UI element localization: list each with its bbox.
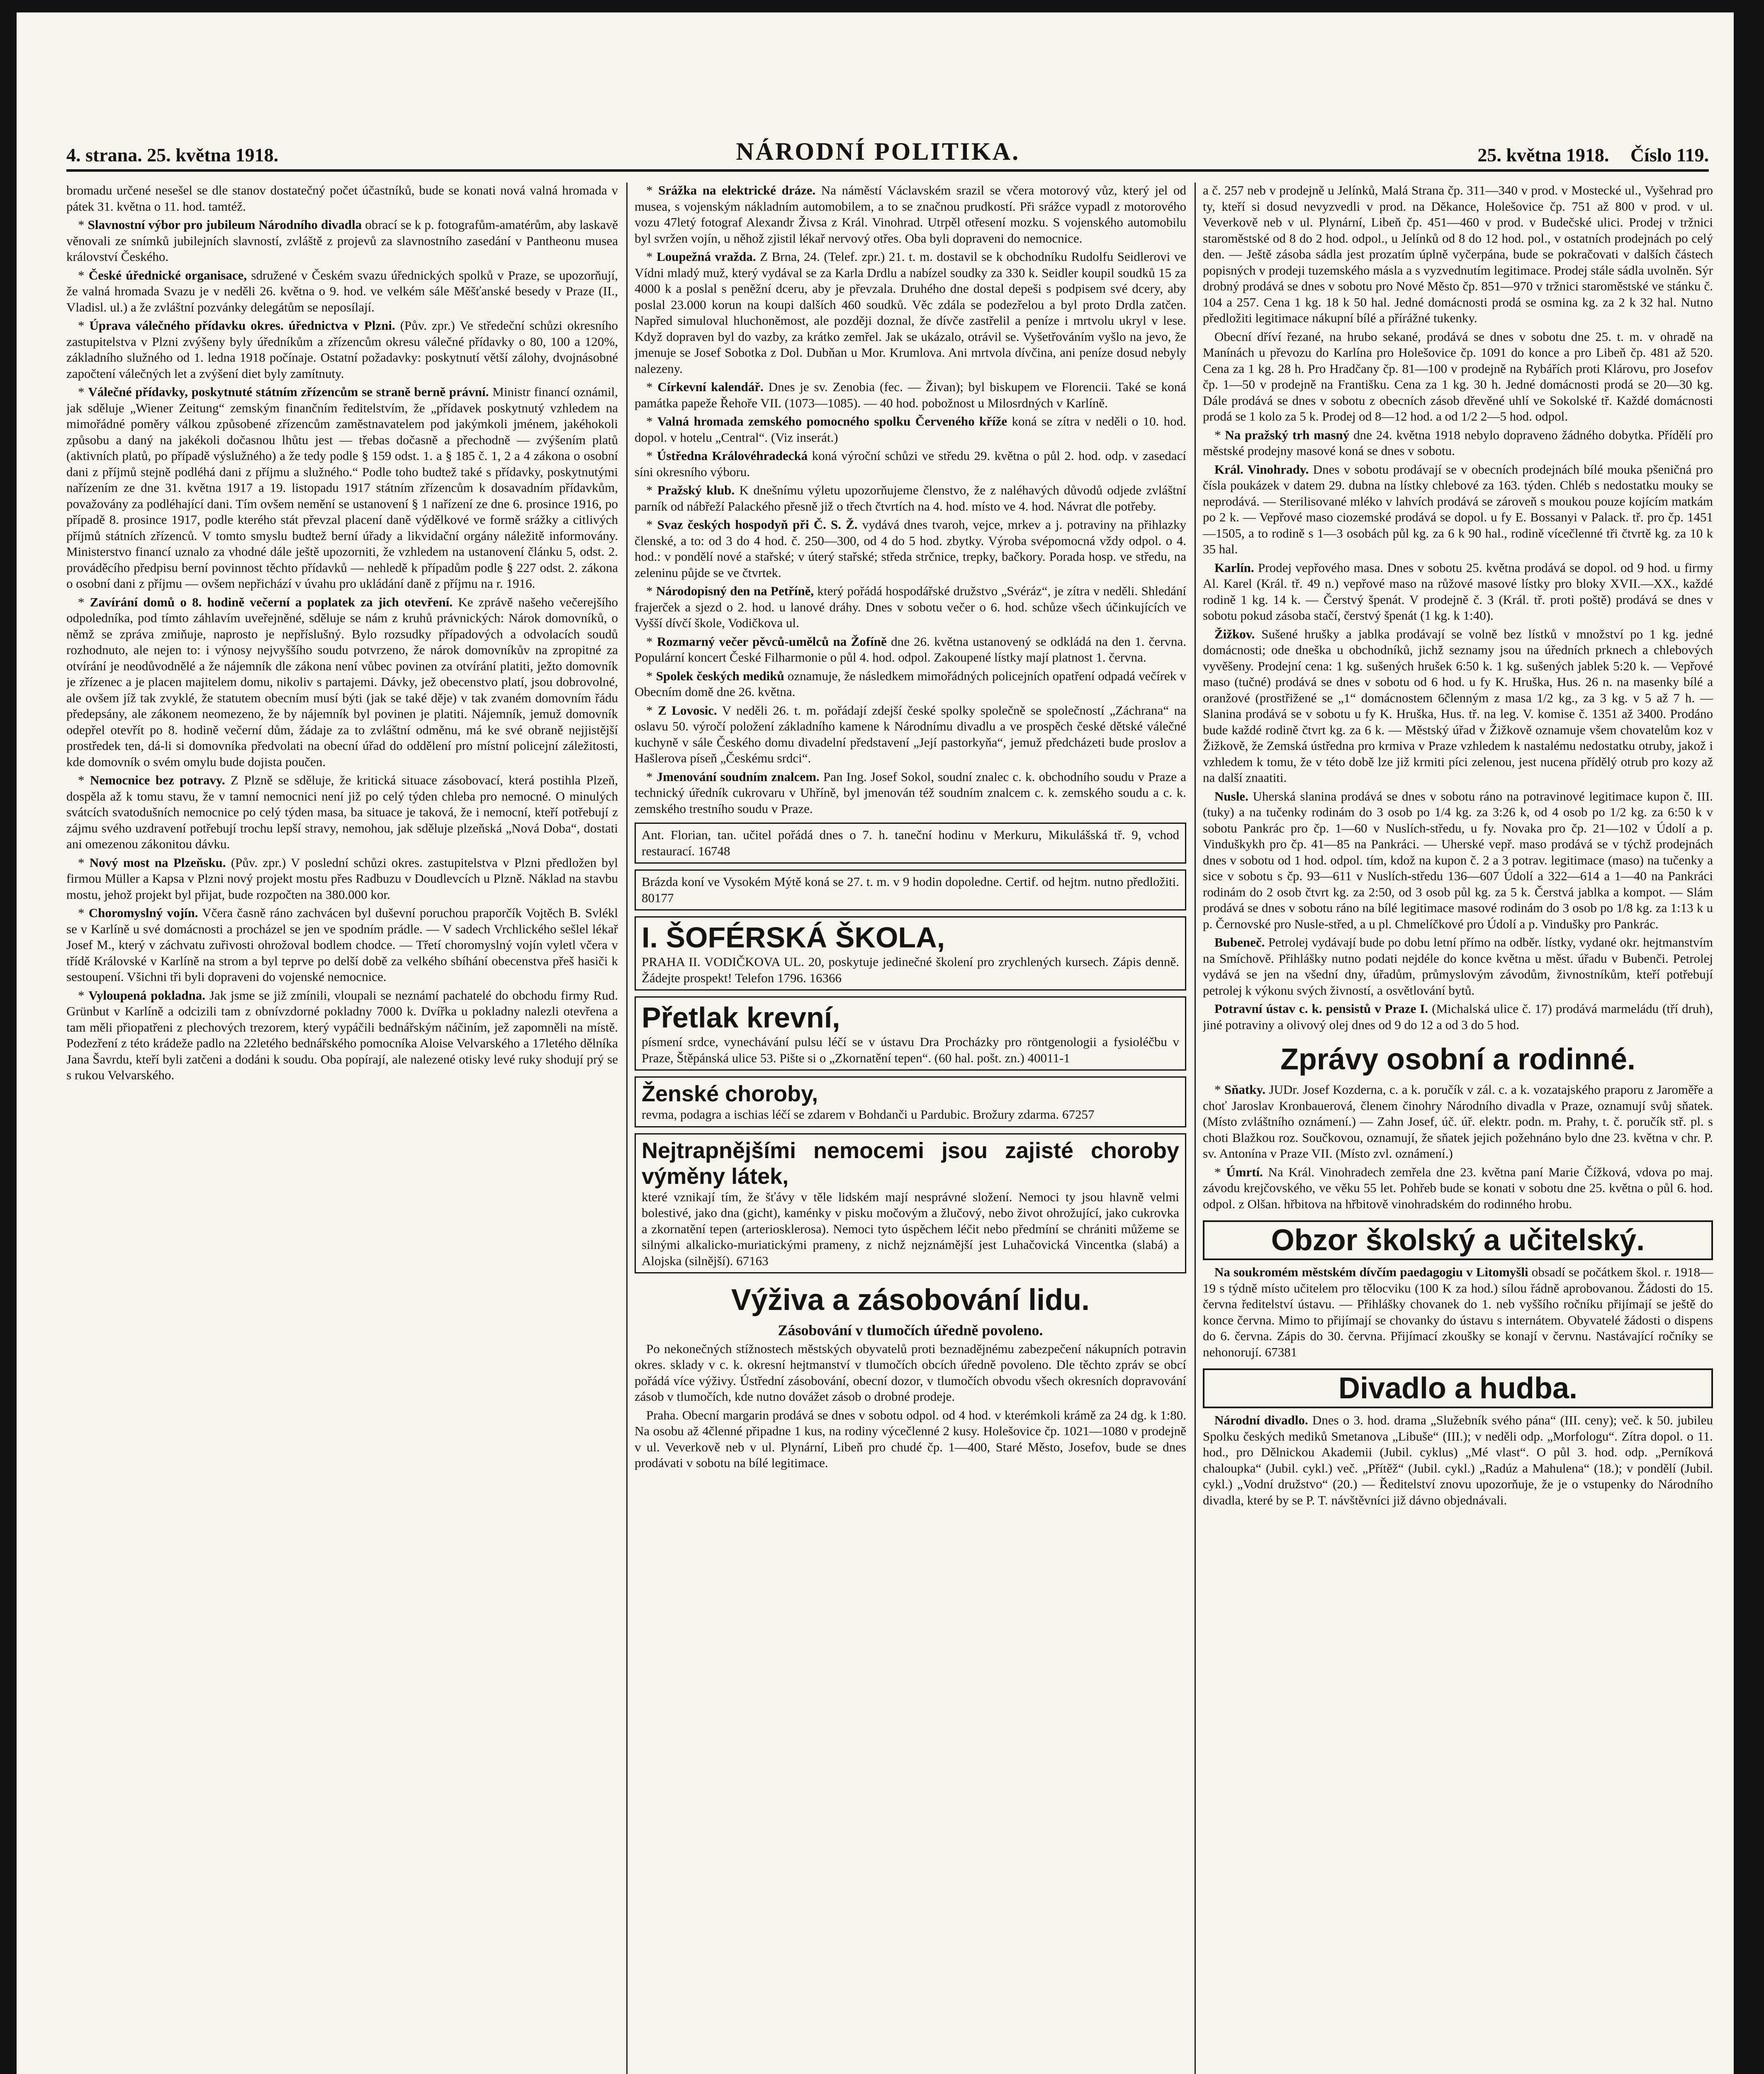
article-paragraph [1203,462,1713,557]
article-headline: Vyloupená pokladna. [88,988,206,1003]
article-body: Ke zprávě našeho večerejšího odpoledníka, pod tímto záhlavím uveřejněné, sděluje se nám z kruhů právnických: Nárok domovníků, o němž se zpráva zmiňuje, naprosto je nepříslušný. Bylo rozsudky případových a odvolacích soudů rozhodnuto, ale nejen to: i výnosy nejvyššího soudu potvrzeno, že nárok domovníkův na zpropitné za otvírání je neodůvodnělé a že nájemník dle zákona není vůbec povinen za otvírání platiti, ježto domovník je zřízenec a je placen majitelem domu, nikoliv s partajemi. Dávky, jež obecenstvo platí, jsou dobrovolné, ale ovšem jíž tak zvyklé, že statutem obecním musí býti (jak se také děje) v tak zvaném domovním řádu předepsány, ale zákonem neomezeno, že by nájemník byl povinen je platiti. Nájemník, jemuž domovník odepřel otevřít po 8. hodině večerní dům, žádaje za to zvláštní odměnu, má ke své obraně nejjistější prostředek ten, dá-li si domovníka předvolati na obecní úřad do oddělení pro místní policejní záležitosti, kde domovník o svém omylu bude dojista poučen. [66,594,618,769]
article-paragraph: a č. 257 neb v prodejně u Jelínků, Malá Strana čp. 311—340 v prod. v Mostecké ul., Vyšehrad pro ty, kteří si dosud nevyzvedli v prod. na Děkance, Holešovice čp. 751 až 800 v prod. v ul. Veverkově neb v ul. Plynární, Libeň čp. 451—460 v prod. v Budečské ulici. Prodej v tržnici staroměstské od 8 do 2 hod. odpol., u Jelínků od 8 do 12 hod. pol., v ostatních prodejnách po celý den. — Ještě zásoba sádla jest prozatím úplně vyčerpána, bude se pokračovati v dalších částech popisných v prodeji tuzemského másla a s vyzvednutím legitimace. Prodej stále sádla uvolněn. Sýr drobný prodává se dnes v sobotu pro Nové Město čp. 851—970 v tržnici staroměstské ve stánku č. 104 a 257. Cena 1 kg. 18 k 50 hal. Jedné domácnosti prodá se osmina kg. za 2 k 32 hal. Nutno předložiti legitimace nákupní bílé a přírážné tukenky. [1203,183,1713,325]
article-paragraph: * Na pražský trh masný dne 24. května 1918 nebylo dopraveno žádného dobytka. Přídělí pro městské prodejny masové koná se dnes v sobotu. [1203,427,1713,458]
article-paragraph [1203,935,1713,998]
article-body: Z Brna, 24. (Telef. zpr.) 21. t. m. dostavil se k obchodníku Rudolfu Seidlerovi ve Vídni mladý muž, který vydával se za Karla Drdlu a nabízel soudky za 330 k. Seidler koupil soudků 15 za 4000 k a poslal s peněžní dceru, aby je převzala. Druhého dne dostal depeši s podpisem své dcery, aby poslal 23.000 korun na koupi dalších 460 soudků. Věc zdála se podezřelou a byl proto Drdla zatčen. Napřed simuloval hluchoněmost, ale později doznal, že dívče zastřelil a peníze i mrtvolu ukryl v lese. Když dopraven byl do vazby, za krátko zemřel. Jak se ukázalo, otrávil se. Vyšetřováním vyšlo na jevo, že jmenuje se Josef Sobotka z Dol. Dubňan u Mor. Krumlova. Ani mrtvola dívčina, ani peníze dosud nebyly nalezeny. [635,249,1186,376]
column-1 [66,183,618,2074]
section-heading: Zprávy osobní a rodinné. [1280,1043,1636,1076]
masthead: NÁRODNÍ POLITIKA. [736,138,1020,165]
article-headline: Pražský klub. [657,483,735,497]
column-3 [1203,183,1713,2074]
article-headline: Ústředna Královéhradecká [657,448,808,463]
article-body: V neděli 26. t. m. pořádají zdejší české spolky společně se společností „Záchrana“ na oslavu 50. výročí položení základního kamene k Národnímu divadlu a ve prospěch české dětské válečné kuchyně v sále Českého domu divadelní představení „Její pastorkyňa“, jemuž předcházeti bude proslov a Hašlerova píseň „Českému srdci“. [635,703,1186,765]
article-paragraph: * Rozmarný večer pěvců-umělců na Žofíně dne 26. května ustanovený se odkládá na den 1. června. Populární koncert České Filharmonie o půl 4. hod. odpol. Zakoupené lístky mají platnost 1. června. [635,634,1186,665]
header-date: 25. května 1918. [1477,144,1609,166]
article-body: obrací se k p. fotografům-amatérům, aby laskavě věnovali ze snímků jubilejních slavností, zvláště z projevů za slavnostního zasedání v Pantheonu musea království Českého. [66,217,618,264]
section-heading: Obzor školský a učitelský. [1203,1220,1713,1260]
advertisement-blood-pressure [635,996,1186,1071]
article-headline: Nemocnice bez potravy. [90,773,225,787]
advertisement: Ant. Florian, tan. učitel pořádá dnes o 7. h. taneční hodinu v Merkuru, Mikulášská tř. 9, vchod restaurací. 16748 [635,823,1186,864]
article-body: K dnešnímu výletu upozorňujeme členstvo, že z naléhavých důvodů odjede zvláštní parník od nábřeží Palackého přesně již o třech čtvrtích na 4. hod. místo ve 4. hod. Návrat dle potřeby. [635,483,1186,514]
section-heading: Divadlo a hudba. [1203,1368,1713,1408]
article-paragraph: * České úřednické organisace, sdružené v Českém svazu úřednických spolků v Praze, se upozorňují, že valná hromada Svazu je v neděli 26. května o 9. hod. ve velkém sále Měšťanské besedy v Praze (II., Vladisl. ul.) a že zvláštní pozvánky delegátům se neposílají. [66,268,618,314]
article-headline: Úprava válečného přídavku okres. úřednictva v Plzni. [89,318,395,333]
article-body: dne 24. května 1918 nebylo dopraveno žádného dobytka. Přídělí pro městské prodejny masové koná se dnes v sobotu. [1203,427,1713,458]
article-body: JUDr. Josef Kozderna, c. a k. poručík v zál. c. a k. vozatajského praporu z Jaroměře a choť Jaroslav Kronbauerová, členem činohry Národního divadla v Praze, oznamují svůj sňatek. (Místo zvláštního oznámení.) — Zahn Josef, úč. úř. elektr. podn. m. Prahy, t. č. poručík stř. pl. s choti Blažkou roz. Součkovou, oznamují, že sňatek jejich požehnáno bylo dne 23. května v chr. P. sv. Antonína v Praze VII. (Místo zvl. oznámení.) [1203,1082,1713,1161]
article-headline: Loupežná vražda. [657,249,756,264]
article-body: Pan Ing. Josef Sokol, soudní znalec c. k. obchodního soudu v Praze a technický úředník cukrovaru v Uhříně, byl jmenován též soudním znalcem c. k. zemského soudu a c. k. zemského trestního soudu v Praze. [635,769,1186,816]
article-headline: Potravní ústav c. k. pensistů v Praze I. [1214,1001,1428,1016]
advertisement-metabolic-diseases [635,1133,1186,1274]
article-headline: Zavírání domů o 8. hodině večerní a poplatek za jich otevření. [90,594,453,609]
article-body: Ministr financí oznámil, jak sděluje „Wiener Zeitung“ zemským finančním ředitelstvím, že „přídavek poskytnutý vzhledem na mimořádné poměry válkou způsobené zřízencům zaměstnavatelem pod jakýmkoli jménem, jakéhokoli způsobu a daný na jakékoli dočasnou lhůtu jest — třebas dočasně a přechodně — zvýšením platů (aktivních platů, po případě výslužného) a že tedy podle § 159 odst. 1. a § 185 č. 1, 2 a 4 zákona o osobní dani z příjmů stejně podléhá dani z příjmu a služného.“ Podle toho budtež také s přídavky, poskytnutými nařízením ze dne 31. května 1917 a 19. listopadu 1917 státním zřízencům k dosavadním přídavkům, považovány za podléhající dani. Tím ovšem nemění se ustanovení § 1 nařízení ze dne 6. prosince 1916, po případě 8. prosince 1917, podle kterého stát převzal placení daně výdělkové ve formě srážky a citlivých příjmů státních zřízenců. V tomto smyslu budtež berní úřady a likvidační orgány náležitě informovány. Ministerstvo financí uznalo za vhodné dále ještě upozorniti, že vzhledem na ustanovení článku 5, odst. 2. prováděcího předpisu berní povinnost těchto přídavků — nehledě k případům podle § 227 odst. 2. zákona o osobní dani z příjmu — ovšem nepřichází v úvahu pro ukládání daně z příjmu na r. 1916. [66,385,618,591]
article-headline: Choromyslný vojín. [88,906,198,920]
article-body: (Pův. zpr.) Ve středeční schůzi okresního zastupitelstva v Plzni zvýšeny byly úředníkům a zřízencům okresu válečné přídavky o 80, 100 a 120%, základního služného od 1. ledna 1918 počínaje. Ostatní požadavky: poskytnutí větší zálohy, dvojnásobné započtení válečných let a zvýšení diet byly zamítnuty. [66,318,618,381]
article-paragraph [1203,1264,1713,1360]
article-headline: Jmenování soudním znalcem. [656,769,820,784]
article-headline: České úřednické organisace, [88,268,247,282]
header-issue: Číslo 119. [1630,144,1709,166]
article-headline: Na soukromém městském dívčím paedagogiu v Litomyšli [1214,1265,1528,1279]
article-headline: Nusle. [1214,789,1248,803]
article-paragraph [1203,1001,1713,1033]
article-body: Z Plzně se sděluje, že kritická situace zásobovací, která postihla Plzeň, dospěla až k tomu stavu, že v tamní nemocnici není již po celý týden chleba pro nemocné. O minulých svátcích svatodušních nemocnice po celý týden masa, ba situace je taková, že i nemocní, kteří potřebují z zájmu svého uzdravení potřebují trochu lepší stravy, nemohou, jak sděluje plzeňská „Nová Doba“, dostati ani omezenou zákonitou dávku. [66,773,618,851]
article-headline: Svaz českých hospodyň při Č. S. Ž. [657,517,858,532]
article-paragraph: * Válečné přídavky, poskytnuté státním zřízencům se straně berně právní. Ministr financí oznámil, jak sděluje „Wiener Zeitung“ zemským finančním ředitelstvím, že „přídavek poskytnutý vzhledem na mimořádné poměry válkou způsobené zřízencům zaměstnavatelem pod jakýmkoli jménem, jakéhokoli způsobu a daný na jakékoli dočasnou lhůtu jest — třebas dočasně a přechodně — zvýšením platů (aktivních platů, po případě výslužného) a že tedy podle § 159 odst. 1. a § 185 č. 1, 2 a 4 zákona o osobní dani z příjmů stejně podléhá dani z příjmu a služného.“ Podle toho budtež také s přídavky, poskytnutými nařízením ze dne 31. května 1917 a 19. listopadu 1917 státním zřízencům k dosavadním přídavkům, považovány za podléhající dani. Tím ovšem nemění se ustanovení § 1 nařízení ze dne 6. prosince 1916, po případě 8. prosince 1917, podle kterého stát převzal placení daně výdělkové ve formě srážky a citlivých příjmů státních zřízenců. V tomto smyslu budtež berní úřady a likvidační orgány náležitě informovány. Ministerstvo financí uznalo za vhodné dále ještě upozorniti, že vzhledem na ustanovení článku 5, odst. 2. prováděcího předpisu berní povinnost těchto přídavků — nehledě k případům podle § 227 odst. 2. zákona o osobní dani z příjmu — ovšem nepřichází v úvahu pro ukládání daně z příjmu na r. 1916. [66,385,618,591]
ad-title: I. ŠOFÉRSKÁ ŠKOLA, [642,921,945,954]
ad-title: Nejtrapnějšími nemocemi jsou zajisté choroby výměny látek, [642,1138,1179,1189]
article-body: Dnes v sobotu prodávají se v obecních prodejnách bílé mouka pšeničná pro čísla poukázek v datem 29. dubna na lístky chlebové za 163. týden. Chléb s nedostatku mouky se neprodává. — Sterilisované mléko v lahvích prodává se zároveň s moukou pouze kojícím matkám po 2 k. — Vepřové maso ciozemské prodává se dopol. u fy E. Bossanyi v Palack. tř. pro čp. 1451—1505, a to rodině s 1—3 osobách půl kg. za 6 k 90 hal., rodině vícečlenné tři čtvrtě kg. za 10 k 35 hal. [1203,462,1713,556]
article-headline: Král. Vinohrady. [1214,462,1309,477]
article-headline: Žižkov. [1214,626,1255,641]
article-body: dne 26. května ustanovený se odkládá na den 1. června. Populární koncert České Filharmonie o půl 4. hod. odpol. Zakoupené lístky mají platnost 1. června. [635,634,1186,665]
article-paragraph: * Srážka na elektrické dráze. Na náměstí Václavském srazil se včera motorový vůz, který jel od musea, s vojenským nákladním automobilem, a to se značnou prudkostí. Při srážce vypadl z motorového vozu 47letý fotograf Alexandr Živsa z Král. Vinohrad. Utrpěl otřesení mozku. S vojenského automobilu byl svržen vojín, u něhož zjistil lékař nervový otřes. Oba byli dopraveni do nemocnice. [635,183,1186,246]
article-headline: Sňatky. [1224,1082,1266,1097]
column-rule [626,183,628,2074]
article-body: vydává dnes tvaroh, vejce, mrkev a j. potraviny na přihlazky členské, a to: od 3 do 4 hod. č. 250—300, od 4 do 5 hod. zbytky. Výroba svépomocná vždy odpol. o 4. hod.: v pondělí nové a stařské; v úterý stařské; středa strčnice, trepky, bačkory. Porada hosp. ve středu, na zeleninu půjde se ve čtvrtek. [635,517,1186,580]
article-body: Na Král. Vinohradech zemřela dne 23. května paní Marie Čížková, vdova po maj. závodu krejčovského, ve věku 55 let. Pohřeb bude se konati v sobotu dne 25. května o půl 6. hod. odpol. z Olšan. hřbitova na hřbitově vinohradském do rodinného hrobu. [1203,1164,1713,1211]
article-headline: Válečné přídavky, poskytnuté státním zřízencům se straně berně právní. [88,385,489,399]
article-body: Petrolej vydávají bude po dobu letní přímo na odběr. lístky, vydané okr. hejtmanstvím na Smíchově. Přihlášky nutno podati nejdéle do konce května u měst. úřadu v Bubenči. Petrolej vydává se jen na všední dny, úřadům, průmyslovým závodům, živnostníkům, kteří potřebují petrolej k výkonu svých živností, a osvětlování bytů. [1203,935,1713,998]
article-body: Včera časně ráno zachvácen byl duševní poruchou praporčík Vojtěch B. Svlékl se v Karlíně u své domácnosti a procházel se jen ve spodním prádle. — V sadech Vrchlického sešlel lékař Josef M., který v záchvatu zuřivosti ohrožoval bodlem chodce. — Třetí choromyslný vojín vyletl včera v třídě Královské v Karlíně na strom a byl teprve po delší době za velkého sbíhání obecenstva přeš hasiči k sestoupení. Všichni tři byli dopraveni do vojenské nemocnice. [66,906,618,984]
article-paragraph: * Zavírání domů o 8. hodině večerní a poplatek za jich otevření. Ke zprávě našeho večerejšího odpoledníka, pod tímto záhlavím uveřejněné, sděluje se nám z kruhů právnických: Nárok domovníků, o němž se zpráva zmiňuje, naprosto je nepříslušný. Bylo rozsudky případových a odvolacích soudů rozhodnuto, ale nejen to: i výnosy nejvyššího soudu potvrzeno, že nárok domovníkův na zpropitné za otvírání je neodůvodnělé a že nájemník dle zákona není vůbec povinen za otvírání platiti, ježto domovník je zřízenec a je placen majitelem domu, nikoliv s partajemi. Dávky, jež obecenstvo platí, jsou dobrovolné, ale ovšem jíž tak zvyklé, že statutem obecním musí býti (jak se také děje) v tak zvaném domovním řádu předepsány, ale zákonem neomezeno, že by nájemník byl povinen je platiti. Nájemník, jemuž domovník odepřel otevřít po 8. hodině večerní dům, žádaje za to zvláštní odměnu, má ke své obraně nejjistější prostředek ten, dá-li si domovníka předvolati na obecní úřad do oddělení pro místní policejní záležitosti, kde domovník o svém omylu bude dojista poučen. [66,594,618,769]
article-body: Jak jsme se již zmínili, vloupali se neznámí pachatelé do obchodu firmy Rud. Grünbut v Karlíně a odcizili tam z obnívzdorné pokladny 7000 k. Dvířka u pokladny nalezli otevřena a tam měli přiopatřeni z plechových trezorem, který vypáčili bednářským náčiním, jež zapomněli na místě. Podezření z této krádeže padlo na 22letého bednářského pomocníka Aloise Velvarského a 17letého dělníka Jana Šavrdu, kteří byli zatčeni a dodáni k soudu. Oba popírají, ale nalezené otisky levé ruky shodují prý se s rukou Velvarského. [66,988,618,1082]
article-body: koná se zítra v neděli o 10. hod. dopol. v hotelu „Central“. (Viz inserát.) [635,414,1186,445]
article-paragraph: * Úmrtí. Na Král. Vinohradech zemřela dne 23. května paní Marie Čížková, vdova po maj. závodu krejčovského, ve věku 55 let. Pohřeb bude se konati v sobotu dne 25. května o půl 6. hod. odpol. z Olšan. hřbitova na hřbitově vinohradském do rodinného hrobu. [1203,1164,1713,1211]
article-headline: Rozmarný večer pěvců-umělců na Žofíně [657,634,887,649]
article-paragraph: * Svaz českých hospodyň při Č. S. Ž. vydává dnes tvaroh, vejce, mrkev a j. potraviny na přihlazky členské, a to: od 3 do 4 hod. č. 250—300, od 4 do 5 hod. zbytky. Výroba svépomocná vždy odpol. o 4. hod.: v pondělí nové a stařské; v úterý stařské; středa strčnice, trepky, bačkory. Porada hosp. ve středu, na zeleninu půjde se ve čtvrtek. [635,517,1186,580]
article-paragraph [1203,789,1713,932]
article-paragraph: * Nemocnice bez potravy. Z Plzně se sděluje, že kritická situace zásobovací, která postihla Plzeň, dospěla až k tomu stavu, že v tamní nemocnici není již po celý týden chleba pro nemocné. O minulých svátcích svatodušních nemocnice po celý týden masa, ba situace je taková, že i nemocní, kteří potřebují z zájmu svého uzdravení potřebují trochu lepší stravy, nemohou, jak sděluje plzeňská „Nová Doba“, dostati ani omezenou zákonitou dávku. [66,773,618,851]
section-heading: Výživa a zásobování lidu. [731,1283,1090,1317]
article-paragraph: Praha. Obecní margarin prodává se dnes v sobotu odpol. od 4 hod. v kterémkoli krámě za 24 dg. k 1:80. Na osobu až 4členné připadne 1 kus, na rodiny výcečlenné 2 kusy. Holešovice čp. 1021—1080 v prodejně v ul. Veverkově neb v ul. Plynární, Libeň pro chudé čp. 1—400, Staré Město, Josefov, bude se dnes prodávati v sobotu na bílé legitimace. [635,1407,1186,1470]
article-paragraph: * Sňatky. JUDr. Josef Kozderna, c. a k. poručík v zál. c. a k. vozatajského praporu z Jaroměře a choť Jaroslav Kronbauerová, členem činohry Národního divadla v Praze, oznamují svůj sňatek. (Místo zvláštního oznámení.) — Zahn Josef, úč. úř. elektr. podn. m. Prahy, t. č. poručík stř. pl. s choti Blažkou roz. Součkovou, oznamují, že sňatek jejich požehnáno bylo dne 23. května v chr. P. sv. Antonína v Praze VII. (Místo zvl. oznámení.) [1203,1082,1713,1161]
article-headline: Karlín. [1214,560,1254,575]
article-headline: Církevní kalendář. [657,380,764,394]
article-paragraph: * Pražský klub. K dnešnímu výletu upozorňujeme členstvo, že z naléhavých důvodů odjede zvláštní parník od nábřeží Palackého přesně již o třech čtvrtích na 4. hod. místo ve 4. hod. Návrat dle potřeby. [635,483,1186,514]
article-body: Dnes o 3. hod. drama „Služebník svého pána“ (III. ceny); več. k 50. jubileu Spolku českých mediků Smetanova „Libuše“ (III.); v neděli odp. „Morfologu“. Zítra dopol. o 11. hod., pro Dělnickou Akademii (Jubil. cyklus) „Mé vlast“. O půl 3. hod. odp. „Perníková chaloupka“ (Jubil. cykl.) več. „Přítěž“ (Jubil. cykl.) „Radúz a Mahulena“ (18.); v pondělí (Jubil. cykl.) „Vodní družstvo“ (20.) — Ředitelství znovu upozorňuje, že je o vstupenky do Národního divadla, které by se P. T. návštěvníci již dávno objednávali. [1203,1413,1713,1507]
article-body: (Pův. zpr.) V poslední schůzi okres. zastupitelstva v Plzni předložen byl firmou Müller a Kapsa v Plzni nový projekt mostu přes Radbuzu v Doudlevcích u Plzně. Náklad na stavbu mostu, jehož projekt byl přijat, bude rozpočten na 380.000 kor. [66,855,618,902]
article-headline: Bubeneč. [1214,935,1265,949]
article-body: který pořádá hospodářské družstvo „Svéráz“, je zítra v neděli. Shledání frajerček a sjezd o 2. hod. u lanové dráhy. Dnes v sobotu večer o 6. hod. schůze všech účinkujících ve Vyšší dívčí škole, Vodičkova ul. [635,584,1186,630]
ad-body: které vznikají tím, že šťávy v těle lidském mají nesprávné složení. Nemoci ty jsou hlavně velmi bolestivé, jako dna (gicht), kaménky v pisku močovým a žlučový, nebo život ohrožující, jako cukrovka a zkornatění tepen (arteriosklerosa). Nemoci tyto úspěchem léčit nebo předmíní se chrániti můžeme se silnými alkalicko-muriatickými prameny, z nichž nejznámější jest Luhačovická Vincentka (slabá) a Alojska (silnější). 67163 [642,1189,1179,1268]
ad-body: revma, podagra a ischias léčí se zdarem v Bohdanči u Pardubic. Brožury zdarma. 67257 [642,1107,1095,1122]
header-right [1477,144,1709,166]
ad-title: Přetlak krevní, [642,1001,840,1034]
page-header [66,137,1709,172]
article-paragraph: * Úprava válečného přídavku okres. úřednictva v Plzni. (Pův. zpr.) Ve středeční schůzi okresního zastupitelstva v Plzni zvýšeny byly úředníkům a zřízencům okresu válečné přídavky o 80, 100 a 120%, základního služného od 1. ledna 1918 počínaje. Ostatní požadavky: poskytnutí větší zálohy, dvojnásobné započtení válečných let a zvýšení diet byly zamítnuty. [66,318,618,381]
article-headline: Na pražský trh masný [1225,427,1350,442]
ad-title: Ženské choroby, [642,1081,818,1106]
article-body: koná výroční schůzi ve středu 29. května o půl 2. hod. odp. v zasedací síni okresního výboru. [635,448,1186,479]
article-paragraph: * Jmenování soudním znalcem. Pan Ing. Josef Sokol, soudní znalec c. k. obchodního soudu v Praze a technický úředník cukrovaru v Uhříně, byl jmenován též soudním znalcem c. k. zemského soudu a c. k. zemského trestního soudu v Praze. [635,769,1186,816]
article-paragraph [1203,626,1713,786]
column-2 [635,183,1186,2074]
article-headline: Národní divadlo. [1214,1413,1308,1427]
article-paragraph: * Z Lovosic. V neděli 26. t. m. pořádají zdejší české spolky společně se společností „Záchrana“ na oslavu 50. výročí položení základního kamene k Národnímu divadlu a ve prospěch české dětské válečné kuchyně v sále Českého domu divadelní představení „Její pastorkyňa“, jemuž předcházeti bude proslov a Hašlerova píseň „Českému srdci“. [635,703,1186,765]
article-headline: Národopisný den na Petříně, [656,584,814,598]
header-page-date: 4. strana. 25. května 1918. [66,144,279,166]
article-headline: Spolek českých mediků [656,668,784,683]
article-body: (Michalská ulice č. 17) prodává marmeládu (tří druh), jiné potraviny a olivový olej dnes od 9 do 12 a od 3 do 5 hod. [1203,1001,1713,1032]
article-headline: Z Lovosic. [658,703,717,718]
column-rule [1195,183,1196,2074]
newspaper-page [17,12,1734,2074]
article-paragraph: * Vyloupená pokladna. Jak jsme se již zmínili, vloupali se neznámí pachatelé do obchodu firmy Rud. Grünbut v Karlíně a odcizili tam z obnívzdorné pokladny 7000 k. Dvířka u pokladny nalezli otevřena a tam měli přiopatřeni z plechových trezorem, který vypáčili bednářským náčiním, jež zapomněli na místě. Podezření z této krádeže padlo na 22letého bednářského pomocníka Aloise Velvarského a 17letého dělníka Jana Šavrdu, kteří byli zatčeni a dodáni k soudu. Oba popírají, ale nalezené otisky levé ruky shodují prý se s rukou Velvarského. [66,988,618,1082]
article-paragraph: * Loupežná vražda. Z Brna, 24. (Telef. zpr.) 21. t. m. dostavil se k obchodníku Rudolfu Seidlerovi ve Vídni mladý muž, který vydával se za Karla Drdlu a nabízel soudky za 330 k. Seidler koupil soudků 15 za 4000 k a poslal s peněžní dceru, aby je převzala. Druhého dne dostal depeši s podpisem své dcery, aby poslal 23.000 korun na koupi dalších 460 soudků. Věc zdála se podezřelou a byl proto Drdla zatčen. Napřed simuloval hluchoněmost, ale později doznal, že dívče zastřelil a peníze i mrtvolu ukryl v lese. Když dopraven byl do vazby, za krátko zemřel. Jak se ukázalo, otrávil se. Vyšetřováním vyšlo na jevo, že jmenuje se Josef Sobotka z Dol. Dubňan u Mor. Krumlova. Ani mrtvola dívčina, ani peníze dosud nebyly nalezeny. [635,249,1186,376]
article-paragraph [1203,560,1713,624]
article-paragraph: * Nový most na Plzeňsku. (Pův. zpr.) V poslední schůzi okres. zastupitelstva v Plzni předložen byl firmou Müller a Kapsa v Plzni nový projekt mostu přes Radbuzu v Doudlevcích u Plzně. Náklad na stavbu mostu, jehož projekt byl přijat, bude rozpočten na 380.000 kor. [66,855,618,902]
ad-body: PRAHA II. VODIČKOVA UL. 20, poskytuje jedinečné školení pro zrychlených kursech. Zápis denně. Žádejte prospekt! Telefon 1796. 16366 [642,954,1179,985]
article-headline: Úmrtí. [1226,1164,1263,1179]
advertisement-womens-diseases [635,1076,1186,1127]
article-paragraph: Obecní dříví řezané, na hrubo sekané, prodává se dnes v sobotu dne 25. t. m. v ohradě na Manínách u převozu do Karlína pro Holešovice čp. 1091 do konce a pro Libeň čp. 481 až 520. Cena za 1 kg. 28 h. Pro Hradčany čp. 81—100 v prodejně na Rybářích proti Klárovu, pro Josefov čp. 1—50 v prodejně na Františku. Cena za 1 kg. 30 h. Jedné domácnosti prodá se 20—30 kg. Dále prodává se dnes v sobotu z obecních zásob dřevěné uhlí ve Sokolské tř. Každé domácnosti prodá se 1 kolo za 5 k. Prodej od 8—12 hod. a od 1/2 2—5 hod. odpol. [1203,329,1713,424]
article-paragraph: * Spolek českých mediků oznamuje, že následkem mimořádných policejních opatření odpadá večírek v Obecním domě dne 26. května. [635,668,1186,699]
article-paragraph: * Církevní kalendář. Dnes je sv. Zenobia (fec. — Živan); byl biskupem ve Florencii. Také se koná památka papeže Řehoře VII. (1073—1085). — 40 hod. pobožnost u Milosrdných v Karlíně. [635,380,1186,410]
article-headline: Nový most na Plzeňsku. [89,855,226,870]
article-paragraph: * Ústředna Královéhradecká koná výroční schůzi ve středu 29. května o půl 2. hod. odp. v zasedací síni okresního výboru. [635,448,1186,479]
article-body: Dnes je sv. Zenobia (fec. — Živan); byl biskupem ve Florencii. Také se koná památka papeže Řehoře VII. (1073—1085). — 40 hod. pobožnost u Milosrdných v Karlíně. [635,380,1186,410]
advertisement: Brázda koní ve Vysokém Mýtě koná se 27. t. m. v 9 hodin dopoledne. Certif. od hejtm. nutno předložiti. 80177 [635,869,1186,910]
article-paragraph: * Slavnostní výbor pro jubileum Národního divadla obrací se k p. fotografům-amatérům, aby laskavě věnovali ze snímků jubilejních slavností, zvláště z projevů za slavnostního zasedání v Pantheonu musea království Českého. [66,217,618,264]
article-headline: Slavnostní výbor pro jubileum Národního divadla [88,217,362,232]
ad-body: písmení srdce, vynechávání pulsu léčí se v ústavu Dra Procházky pro röntgenologii a fysioléčbu v Praze, Štěpánská ulice 53. Pište si o „Zkornatění tepen“. (60 hal. pošt. zn.) 40011-1 [642,1035,1179,1065]
section-subheading: Zásobování v tlumočích úředně povoleno. [778,1322,1043,1339]
article-body: obsadí se počátkem škol. r. 1918—19 s týdně místo učitelem pro tělocviku (100 K za hod.) sílou řádně aprobovanou. Žádosti do 15. června ředitelství ústavu. — Přihlášky chovanek do 1. neb vyššího ročníku přijímají se ještě do konce června. Mimo to přijímají se chovanky do ústavu s internátem. Obyvatelé žádosti o dispens do 6. června. Zápis do 30. června. Přijímací zkoušky se konají v červnu. Nastávající ročníky se nehonorují. 67381 [1203,1265,1713,1359]
article-body: Prodej vepřového masa. Dnes v sobotu 25. května prodává se dopol. od 9 hod. u firmy Al. Karel (Král. tř. 49 n.) vepřové maso na růžové masové lístky pro bloky XVII.—XX., každé rodině 1 kg. 14 k. — Čerstvý špenát. V prodejně č. 3 (Král. tř. proti poště) prodává se dnes v sobotu pokud zásoba stačí, čerstvý špenát (1 kg. k 1:40). [1203,560,1713,623]
article-paragraph: Po nekonečných stížnostech městských obyvatelů proti beznadějnému zabezpečení nákupních potravin okres. sklady v c. k. okresní hejtmanství v tlumočích obcích úředně povoleno. Dle těchto zpráv se obcí pořádá více výživy. Ústřední zásobování, obecní dozor, v tlumočích obvodu všech okresních dopravování zásob v tlumočích, kde nutno dovážet zásob o drobné prodeje. [635,1341,1186,1404]
article-headline: Srážka na elektrické dráze. [658,183,816,197]
article-headline: Valná hromada zemského pomocného spolku Červeného kříže [657,414,1007,428]
article-body: Uherská slanina prodává se dnes v sobotu ráno na potravinové legitimace kupon č. III. (tuky) a na tučenky rodinám do 3 osob po 1/4 kg. za 3:26 k, od 4 osob po 1/2 kg. za 6:50 k v sobotu Pankrác pro čp. 1—60 v Nuslích-středu, u fy. Novaka pro čp. 21—102 v Údolí a p. Vinduškykh pro čp. 41—85 na Pankráci. — Uherské vepř. maso prodává se v týchž prodejnách dnes v sobotu od 1 hod. odpol. tím, kdož na kupon č. 2 a 3 potrav. legitimace (maso) na tučenky a sice v sobotu s čp. 93—611 v Nuslích-středu 136—607 Údolí a 322—614 a 1—40 na Pankráci rodinám do 2 osob čtvrt kg. za 2:50, od 3 osob půl kg. za 5 k. Čerstvá jablka a kompot. — Slám prodává se dnes v sobotu ráno na bílé legitimace masové rodinám do 3 osob po 1/8 kg. za 1:13 k u p. Černovské pro Nusle-střed, a u pl. Chmelíčkové pro Údolí a p. Vindušky pro Pankrác. [1203,789,1713,931]
article-paragraph: * Národopisný den na Petříně, který pořádá hospodářské družstvo „Svéráz“, je zítra v neděli. Shledání frajerček a sjezd o 2. hod. u lanové dráhy. Dnes v sobotu večer o 6. hod. schůze všech účinkujících ve Vyšší dívčí škole, Vodičkova ul. [635,584,1186,630]
article-body: Sušené hrušky a jablka prodávají se volně bez lístků v množství po 1 kg. jedné domácnosti; ode dneška u obchodníků, jichž seznamy jsou na úředních prknech a chlebových vyvěšeny. Prodejní cena: 1 kg. sušených hrušek 6:50 k. 1 kg. sušených jablek 5:20 k. — Vepřové maso (tučné) prodává se dnes v sobotu od 6 hod. u fy K. Hruška, Hus. 26 n. na masenky bílé a oranžové (prostřižené se „1“ domácnostem 6členným z masa 1/2 kg., za 3 kg. v 5 až 7 h. — Slanina prodává se v sobotu u fy K. Hruška, Hus. tř. na leg. V. komise č. 1351 až 3400. Prodáno bude každé rodině čtvrt kg. za 6 k. — Městský úřad v Žižkově oznamuje všem chovatelům koz v Žižkově, že Zemská ústředna pro krmiva v Praze vzhledem k nastalému nedostatku otruby, jakož i vzhledem k tomu, že v této době lze již krmiti píci zelenou, jest nucena přídělý otrub pro kozy až na další znaatiti. [1203,626,1713,785]
article-paragraph [1203,1412,1713,1508]
article-body: oznamuje, že následkem mimořádných policejních opatření odpadá večírek v Obecním domě dne 26. května. [635,668,1186,699]
article-paragraph: * Valná hromada zemského pomocného spolku Červeného kříže koná se zítra v neděli o 10. hod. dopol. v hotelu „Central“. (Viz inserát.) [635,414,1186,445]
advertisement-driving-school [635,916,1186,991]
article-paragraph: bromadu určené nesešel se dle stanov dostatečný počet účastníků, bude se konati nová valná hromada v pátek 31. května o 11. hod. tamtéž. [66,183,618,214]
article-body: Na náměstí Václavském srazil se včera motorový vůz, který jel od musea, s vojenským nákladním automobilem, a to se značnou prudkostí. Při srážce vypadl z motorového vozu 47letý fotograf Alexandr Živsa z Král. Vinohrad. Utrpěl otřesení mozku. S vojenského automobilu byl svržen vojín, u něhož zjistil lékař nervový otřes. Oba byli dopraveni do nemocnice. [635,183,1186,246]
article-paragraph: * Choromyslný vojín. Včera časně ráno zachvácen byl duševní poruchou praporčík Vojtěch B. Svlékl se v Karlíně u své domácnosti a procházel se jen ve spodním prádle. — V sadech Vrchlického sešlel lékař Josef M., který v záchvatu zuřivosti ohrožoval bodlem chodce. — Třetí choromyslný vojín vyletl včera v třídě Královské v Karlíně na strom a byl teprve po delší době za velkého sbíhání obecenstva přeš hasiči k sestoupení. Všichni tři byli dopraveni do vojenské nemocnice. [66,906,618,984]
article-body: sdružené v Českém svazu úřednických spolků v Praze, se upozorňují, že valná hromada Svazu je v neděli 26. května o 9. hod. ve velkém sále Měšťanské besedy v Praze (II., Vladisl. ul.) a že zvláštní pozvánky delegátům se neposílají. [66,268,618,314]
